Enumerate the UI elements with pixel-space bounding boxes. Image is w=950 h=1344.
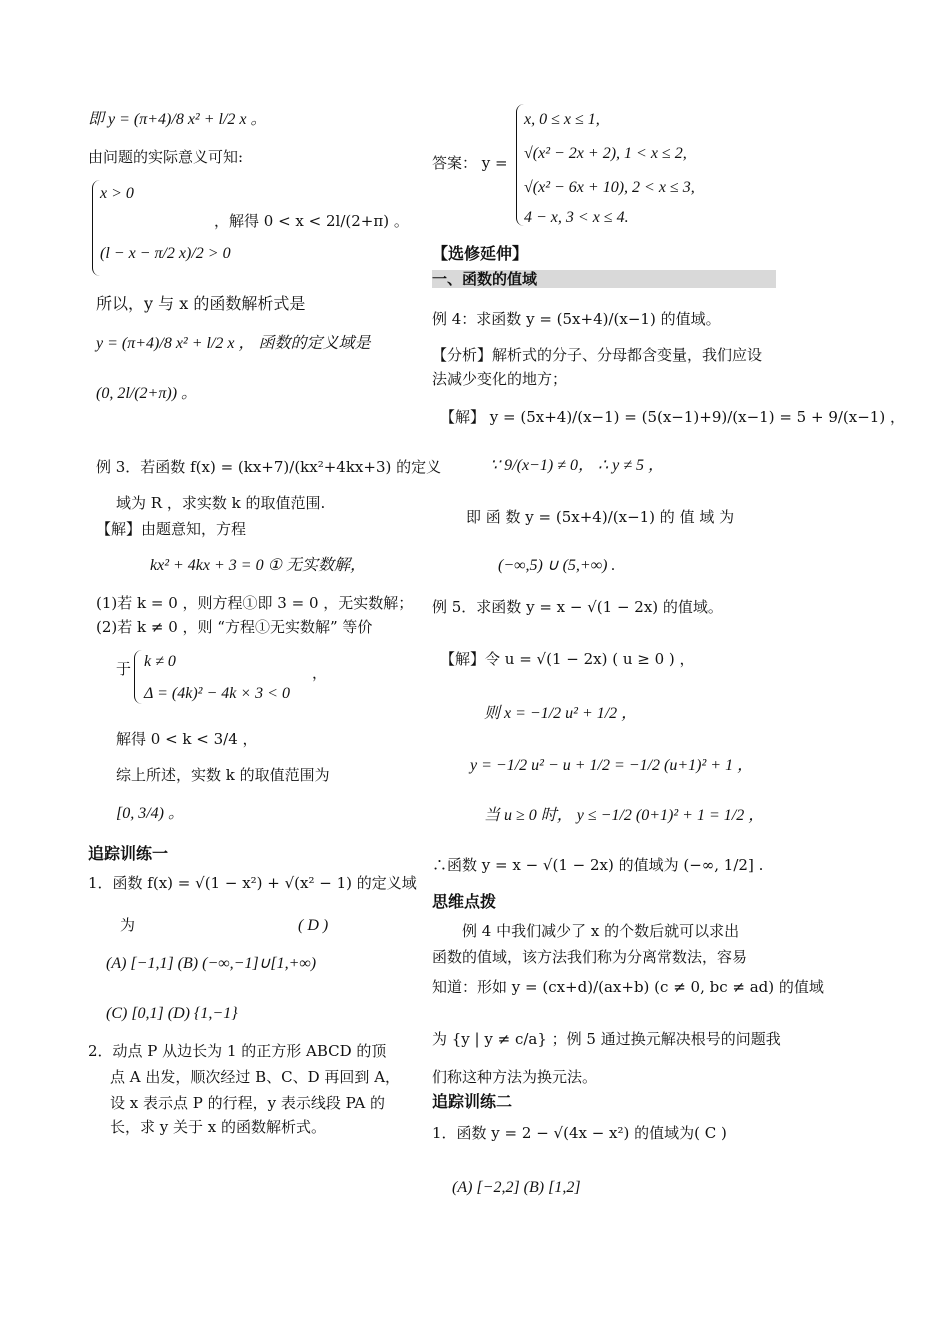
line-right-04: √(x² − 6x + 10), 2 < x ≤ 3, — [524, 179, 695, 196]
answer-label: ( D ) — [298, 917, 329, 934]
line-left-24: 为 — [120, 916, 136, 934]
line-left-29: 点 A 出发，顺次经过 B、C、D 再回到 A， — [110, 1068, 401, 1086]
line-left-28: 2．动点 P 从边长为 1 的正方形 ABCD 的顶 — [88, 1042, 387, 1060]
section-heading-elective: 【选修延伸】 — [432, 244, 529, 263]
line-left-01: 即 y = (π+4)/8 x² + l/2 x 。 — [88, 111, 267, 128]
line-left-08: (0, 2l/(2+π)) 。 — [96, 385, 198, 402]
line-right-05: 4 − x, 3 < x ≤ 4. — [524, 209, 629, 226]
line-right-20: ∴函数 y = x − √(1 − 2x) 的值域为 (−∞, 1/2] . — [432, 856, 764, 874]
line-right-08: 例 4：求函数 y = (5x+4)/(x−1) 的值域。 — [432, 310, 721, 328]
line-right-24: 知道：形如 y = (cx+d)/(ax+b) (c ≠ 0, bc ≠ ad) 的值域 — [432, 978, 824, 996]
line-left-03: x > 0 — [100, 185, 134, 202]
line-right-12: ∵ 9/(x−1) ≠ 0， ∴ y ≠ 5 ， — [490, 457, 665, 474]
line-right-29: (A) [−2,2] (B) [1,2] — [452, 1179, 581, 1196]
line-left-18: ， — [312, 664, 328, 682]
line-right-23: 函数的值域，该方法我们称为分离常数法，容易 — [432, 948, 748, 966]
line-left-21: [0, 3/4) 。 — [116, 805, 185, 822]
line-left-05: ，解得 0 < x < 2l/(2+π) 。 — [214, 212, 409, 230]
line-left-13: (1)若 k = 0 ，则方程①即 3 = 0 ，无实数解； — [96, 594, 414, 612]
line-right-22: 例 4 中我们减少了 x 的个数后就可以求出 — [462, 922, 740, 940]
line-left-14: (2)若 k ≠ 0 ，则 “方程①无实数解” 等价 — [96, 618, 373, 636]
line-left-02: 由问题的实际意义可知: — [88, 148, 244, 166]
line-left-09: 例 3．若函数 f(x) = (kx+7)/(kx²+4kx+3) 的定义 — [96, 458, 442, 476]
section-heading-2: 追踪训练二 — [432, 1092, 513, 1111]
line-left-17: Δ = (4k)² − 4k × 3 < 0 — [144, 685, 290, 702]
line-right-15: 例 5．求函数 y = x − √(1 − 2x) 的值域。 — [432, 598, 723, 616]
line-left-23: 1．函数 f(x) = √(1 − x²) + √(x² − 1) 的定义域 — [88, 874, 417, 892]
line-left-26: (A) [−1,1] (B) (−∞,−1]∪[1,+∞) — [106, 955, 317, 972]
line-left-30: 设 x 表示点 P 的行程，y 表示线段 PA 的 — [110, 1094, 385, 1112]
line-left-15: 于 — [116, 660, 132, 678]
line-right-11: 【解】 y = (5x+4)/(x−1) = (5(x−1)+9)/(x−1) = 5 + 9/(x−1) ， — [440, 408, 905, 426]
line-right-28: 1．函数 y = 2 − √(4x − x²) 的值域为( C ) — [432, 1124, 727, 1142]
system-brace-2 — [134, 650, 143, 704]
line-right-09: 【分析】解析式的分子、分母都含变量，我们应设 — [432, 346, 763, 364]
line-left-12: kx² + 4kx + 3 = 0 ① 无实数解， — [150, 557, 366, 574]
line-left-27: (C) [0,1] (D) {1,−1} — [106, 1005, 238, 1022]
line-left-31: 长，求 y 关于 x 的函数解析式。 — [110, 1118, 327, 1136]
line-left-19: 解得 0 < k < 3/4 ， — [116, 730, 258, 748]
section-heading-tips: 思维点拨 — [432, 892, 497, 911]
line-right-25: 为 {y | y ≠ c/a} ；例 5 通过换元解决根号的问题我 — [432, 1030, 781, 1048]
line-left-11: 【解】由题意知，方程 — [96, 520, 247, 538]
line-left-06: 所以，y 与 x 的函数解析式是 — [96, 294, 306, 313]
section-heading-range: 一、函数的值域 — [432, 270, 776, 288]
line-right-26: 们称这种方法为换元法。 — [432, 1068, 598, 1086]
line-left-04: (l − x − π/2 x)/2 > 0 — [100, 245, 231, 262]
line-right-17: 则 x = −1/2 u² + 1/2 ， — [484, 705, 638, 722]
line-left-07: y = (π+4)/8 x² + l/2 x ， 函数的定义域是 — [96, 335, 371, 352]
line-right-18: y = −1/2 u² − u + 1/2 = −1/2 (u+1)² + 1 ， — [470, 757, 754, 774]
line-right-16: 【解】令 u = √(1 − 2x) ( u ≥ 0 ) ， — [440, 650, 695, 668]
line-right-13: 即 函 数 y = (5x+4)/(x−1) 的 值 域 为 — [466, 508, 735, 526]
section-heading-1: 追踪训练一 — [88, 844, 169, 863]
line-right-19: 当 u ≥ 0 时， y ≤ −1/2 (0+1)² + 1 = 1/2 ， — [484, 807, 765, 824]
line-left-20: 综上所述，实数 k 的取值范围为 — [116, 766, 330, 784]
line-right-02: √(x² − 2x + 2), 1 < x ≤ 2, — [524, 145, 687, 162]
line-right-01: x, 0 ≤ x ≤ 1, — [524, 111, 600, 128]
line-left-16: k ≠ 0 — [144, 653, 176, 670]
line-right-14: (−∞,5) ∪ (5,+∞) . — [498, 557, 616, 574]
line-right-03: 答案： y = — [432, 154, 508, 172]
line-right-10: 法减少变化的地方； — [432, 370, 568, 388]
line-left-10: 域为 R ，求实数 k 的取值范围. — [116, 494, 326, 512]
